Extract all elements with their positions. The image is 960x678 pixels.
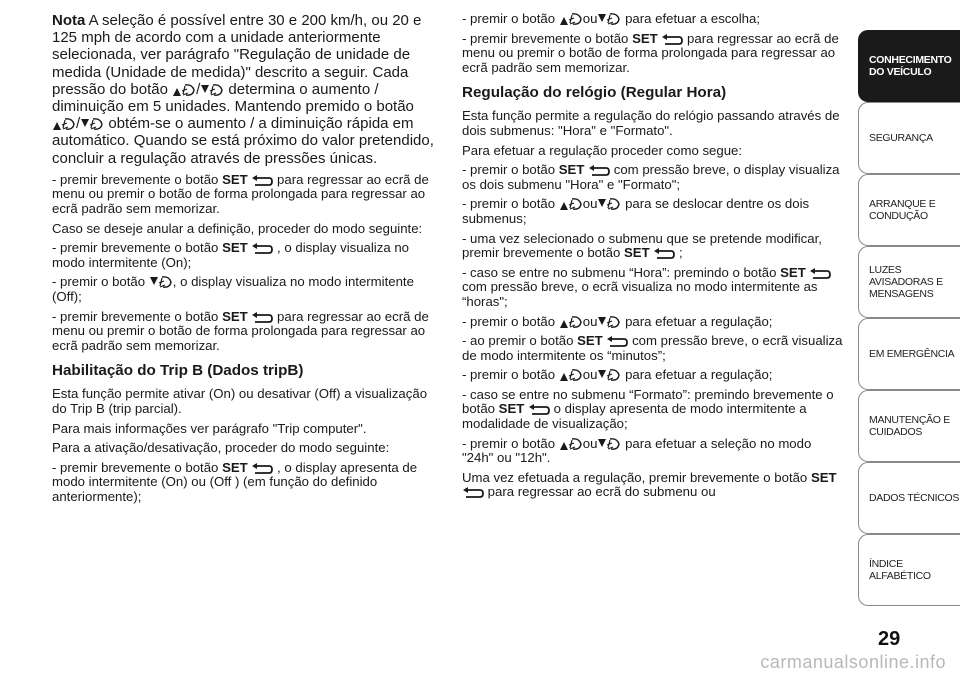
text: - premir brevemente o botão — [462, 30, 633, 46]
set-label: SET — [222, 459, 248, 475]
up-arrow-button-icon — [559, 368, 583, 382]
step-paragraph — [52, 173, 438, 217]
set-label: SET — [780, 264, 806, 280]
text: obtém-se o aumento / a diminuição rápida em automático. Quando se está próximo do valor pretendido, concluir a regulação através de pressões únicas. — [52, 115, 434, 167]
text: para regressar ao ecrã de menu ou premir o botão de forma prolongada para regressar ao ecrã padrão sem memorizar. — [52, 308, 429, 353]
up-arrow-button-icon — [559, 12, 583, 26]
note-label: Nota — [52, 12, 86, 29]
text: ou — [582, 435, 598, 451]
tab-label: LUZES AVISADORAS E MENSAGENS — [869, 264, 943, 300]
step-paragraph — [462, 32, 844, 76]
set-return-arrow-icon — [251, 243, 273, 255]
section-heading-trip-b: Habilitação do Trip B (Dados tripB) — [52, 362, 304, 380]
up-arrow-button-icon — [559, 197, 583, 211]
set-return-arrow-icon — [251, 463, 273, 475]
body-paragraph: Para mais informações ver parágrafo "Trip computer". — [52, 420, 367, 436]
note-paragraph — [52, 12, 438, 167]
set-label: SET — [810, 469, 837, 485]
up-arrow-button-icon — [172, 83, 196, 97]
set-label: SET — [222, 308, 248, 324]
text: - caso se entre no submenu “Hora”: premindo o botão — [462, 264, 781, 280]
text: - premir brevemente o botão — [52, 308, 223, 324]
text: ou — [582, 313, 598, 329]
text: para regressar ao ecrã de menu ou premir o botão de forma prolongada para regressar ao ecrã padrão sem memorizar. — [462, 30, 839, 75]
watermark: carmanualsonline.info — [760, 652, 946, 672]
tab-conhecimento-do-veiculo[interactable] — [858, 30, 960, 102]
text: para efetuar a seleção no modo "24h" ou "12h". — [462, 435, 812, 466]
text: - ao premir o botão — [462, 333, 578, 349]
body-paragraph: Esta função permite ativar (On) ou desativar (Off) a visualização do Trip B (trip parcial). — [52, 386, 428, 416]
text: para efetuar a regulação; — [621, 313, 773, 329]
left-column — [52, 12, 438, 510]
body-paragraph: Caso se deseje anular a definição, proceder do modo seguinte: — [52, 220, 423, 236]
set-return-arrow-icon — [588, 165, 610, 177]
set-return-arrow-icon — [251, 312, 273, 324]
set-return-arrow-icon — [462, 487, 484, 499]
step-paragraph — [462, 388, 844, 432]
page-number: 29 — [878, 628, 901, 650]
text: - premir o botão — [462, 435, 559, 451]
set-return-arrow-icon — [606, 336, 628, 348]
text: - premir o botão — [52, 274, 149, 290]
text: - uma vez selecionado o submenu que se pretende modificar, premir brevemente o botão — [462, 230, 822, 261]
step-paragraph — [52, 275, 438, 304]
tab-label: CONHECIMENTO DO VEÍCULO — [869, 54, 952, 78]
step-paragraph — [462, 334, 844, 363]
down-arrow-button-icon — [597, 12, 621, 26]
set-return-arrow-icon — [251, 175, 273, 187]
text: para regressar ao ecrã de menu ou premir o botão de forma prolongada para regressar ao ecrã padrão sem memorizar. — [52, 171, 429, 217]
step-paragraph — [52, 310, 438, 354]
tab-luzes-avisadoras[interactable] — [858, 246, 960, 318]
text: ou — [582, 11, 598, 26]
step-paragraph — [462, 266, 844, 310]
text: com pressão breve, o ecrã visualiza no modo intermitente as “horas"; — [462, 279, 818, 309]
set-label: SET — [222, 171, 248, 187]
tab-label: SEGURANÇA — [869, 132, 933, 144]
text: - premir brevemente o botão — [52, 240, 223, 256]
tab-arranque-e-conducao[interactable] — [858, 174, 960, 246]
body-paragraph: Para efetuar a regulação proceder como segue: — [462, 142, 743, 158]
set-label: SET — [498, 401, 525, 417]
text: com pressão breve, o ecrã visualiza de modo intermitente os “minutos”; — [462, 333, 843, 363]
down-arrow-button-icon — [597, 368, 621, 382]
up-arrow-button-icon — [559, 437, 583, 451]
text: para regressar ao ecrã do submenu ou — [484, 484, 716, 500]
text: , o display visualiza no modo intermitente (Off); — [52, 274, 414, 304]
text: , o display visualiza no modo intermitente (On); — [52, 240, 410, 270]
text: - caso se entre no submenu “Formato”: premindo brevemente o botão — [462, 386, 834, 417]
text: - premir o botão — [462, 11, 559, 26]
text: para se deslocar dentre os dois submenus; — [462, 196, 810, 226]
step-paragraph — [462, 368, 844, 383]
step-paragraph — [462, 471, 844, 500]
down-arrow-button-icon — [149, 275, 173, 289]
text: para efetuar a escolha; — [621, 11, 760, 26]
up-arrow-button-icon — [559, 315, 583, 329]
tab-label: DADOS TÉCNICOS — [869, 492, 960, 504]
text: Uma vez efetuada a regulação, premir brevemente o botão — [462, 469, 811, 485]
tab-em-emergencia[interactable] — [858, 318, 960, 390]
text: - premir brevemente o botão — [52, 171, 223, 187]
text: - premir o botão — [462, 196, 559, 212]
down-arrow-button-icon — [80, 117, 104, 131]
step-paragraph — [462, 12, 844, 27]
down-arrow-button-icon — [597, 197, 621, 211]
tab-seguranca[interactable] — [858, 102, 960, 174]
down-arrow-button-icon — [597, 437, 621, 451]
up-arrow-button-icon — [52, 117, 76, 131]
set-label: SET — [632, 30, 658, 46]
down-arrow-button-icon — [597, 315, 621, 329]
text: - premir brevemente o botão — [52, 459, 223, 475]
right-column — [462, 12, 844, 505]
chapter-sidebar — [858, 0, 960, 678]
set-return-arrow-icon — [809, 268, 831, 280]
step-paragraph — [462, 163, 844, 192]
set-return-arrow-icon — [661, 34, 683, 46]
text: - premir o botão — [462, 313, 559, 329]
text: o display apresenta de modo intermitente a modalidade de visualização; — [462, 401, 807, 432]
tab-manutencao[interactable] — [858, 390, 960, 462]
body-paragraph: Para a ativação/desativação, proceder do modo seguinte: — [52, 440, 390, 456]
set-label: SET — [558, 162, 585, 178]
body-paragraph: Esta função permite a regulação do relógio passando através de dois submenus: "Hora" e "Formato". — [462, 108, 840, 138]
text: para efetuar a regulação; — [621, 367, 773, 383]
text: ou — [582, 196, 598, 212]
set-label: SET — [222, 240, 248, 256]
text: A seleção é possível entre 30 e 200 km/h, ou 20 e 125 mph de acordo com a unidade anteriormente selecionada, ver parágrafo "Regulação de unidade de medida (Unidade de medida)" descrito a seguir. Cada pressão do botão — [52, 12, 422, 98]
tab-label: EM EMERGÊNCIA — [869, 348, 955, 360]
tab-dados-tecnicos[interactable] — [858, 462, 960, 534]
step-paragraph — [52, 461, 438, 505]
step-paragraph — [462, 437, 844, 466]
step-paragraph — [462, 315, 844, 330]
text: ; — [675, 245, 683, 261]
down-arrow-button-icon — [200, 83, 224, 97]
text: / — [196, 80, 201, 98]
set-return-arrow-icon — [653, 248, 675, 260]
set-label: SET — [577, 333, 603, 349]
text: , o display apresenta de modo intermitente (On) ou (Off ) (em função do definido anteriormente); — [52, 459, 418, 504]
text: - premir o botão — [462, 162, 559, 178]
step-paragraph — [52, 241, 438, 270]
text: / — [76, 115, 81, 133]
text: ou — [582, 367, 598, 383]
set-label: SET — [624, 245, 650, 261]
section-heading-clock: Regulação do relógio (Regular Hora) — [462, 84, 727, 102]
text: com pressão breve, o display visualiza os dois submenu "Hora" e "Formato"; — [462, 162, 840, 192]
tab-indice-alfabetico[interactable] — [858, 534, 960, 606]
text: - premir o botão — [462, 367, 559, 383]
tab-label: ARRANQUE E CONDUÇÃO — [869, 198, 936, 222]
tab-label: MANUTENÇÃO E CUIDADOS — [869, 414, 950, 438]
step-paragraph — [462, 197, 844, 226]
step-paragraph — [462, 232, 844, 261]
tab-label: ÍNDICE ALFABÉTICO — [869, 558, 931, 582]
set-return-arrow-icon — [528, 404, 550, 416]
text: determina o aumento / diminuição em 5 unidades. Mantendo premido o botão — [52, 80, 414, 116]
